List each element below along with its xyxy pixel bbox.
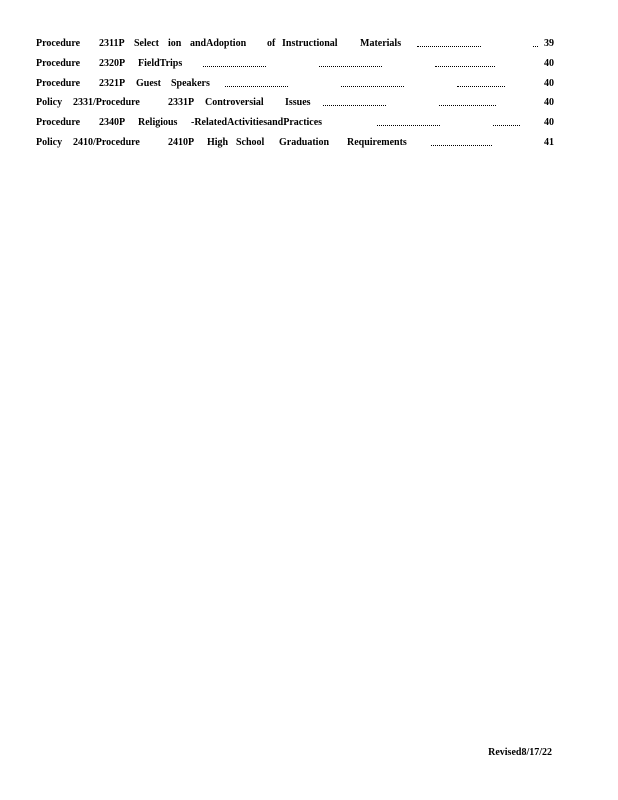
toc-entry-word: andAdoption [190, 38, 247, 49]
dot-leader [341, 86, 404, 87]
toc-entry-2410p[interactable] [36, 135, 554, 155]
toc-entry-word: Instructional [282, 38, 338, 49]
toc-page-number: 41 [544, 136, 554, 148]
toc-entry-code: 2311P [99, 38, 125, 49]
toc-entry-2321p[interactable] [36, 76, 554, 96]
toc-entry-word: Procedure [36, 117, 81, 129]
toc-entry-word: Speakers [171, 77, 210, 89]
toc-page-number: 40 [544, 117, 554, 129]
toc-entry-word: Procedure [36, 77, 81, 89]
toc-entry-2311p[interactable] [36, 36, 554, 56]
toc-entry-word: Materials [360, 38, 402, 49]
toc-entry-code: 2410P [168, 136, 195, 148]
toc-entry-word: Guest [136, 77, 161, 89]
toc-entry-code: 2321P [99, 77, 126, 89]
toc-entry-word: Requirements [347, 136, 407, 148]
toc-entry-word: Procedure [36, 38, 81, 49]
dot-leader [203, 66, 266, 67]
dot-leader [319, 66, 382, 67]
toc-entry-code: 2331P [168, 97, 195, 109]
dot-leader [431, 145, 492, 146]
toc-entry-word: Graduation [279, 136, 330, 148]
toc-entry-word: ion [168, 38, 182, 49]
dot-leader [435, 66, 495, 67]
dot-leader [323, 105, 386, 106]
toc-entry-word: High [207, 136, 229, 148]
toc-entry-word: Issues [285, 97, 311, 109]
toc-entry-2331p[interactable] [36, 95, 554, 115]
toc-entry-word: Religious [138, 117, 178, 129]
toc-entry-word: -RelatedActivitiesandPractices [191, 117, 323, 129]
toc-entry-word: FieldTrips [138, 57, 183, 69]
toc-entry-word: of [267, 38, 276, 49]
dot-leader [377, 125, 440, 126]
toc-page-number: 40 [544, 57, 554, 69]
dot-leader [493, 125, 520, 126]
table-of-contents [36, 36, 554, 155]
toc-page-number: 40 [544, 97, 554, 109]
toc-entry-code: 2410/Procedure [73, 136, 140, 148]
dot-leader [533, 46, 538, 47]
toc-page-number: 40 [544, 77, 554, 89]
dot-leader [457, 86, 505, 87]
toc-entry-2340p[interactable] [36, 115, 554, 135]
toc-entry-word: School [236, 136, 265, 148]
toc-entry-word: Controversial [205, 97, 264, 109]
toc-entry-word: Policy [36, 136, 63, 148]
dot-leader [417, 46, 481, 47]
toc-entry-code: 2331/Procedure [73, 97, 140, 109]
toc-entry-word: Procedure [36, 57, 81, 69]
dot-leader [439, 105, 496, 106]
toc-entry-code: 2320P [99, 57, 126, 69]
toc-entry-2320p[interactable] [36, 56, 554, 76]
dot-leader [225, 86, 288, 87]
toc-entry-word: Select [134, 38, 159, 49]
toc-page-number: 39 [544, 38, 554, 49]
revision-date: Revised8/17/22 [488, 747, 552, 758]
toc-entry-word: Policy [36, 97, 63, 109]
toc-entry-code: 2340P [99, 117, 126, 129]
